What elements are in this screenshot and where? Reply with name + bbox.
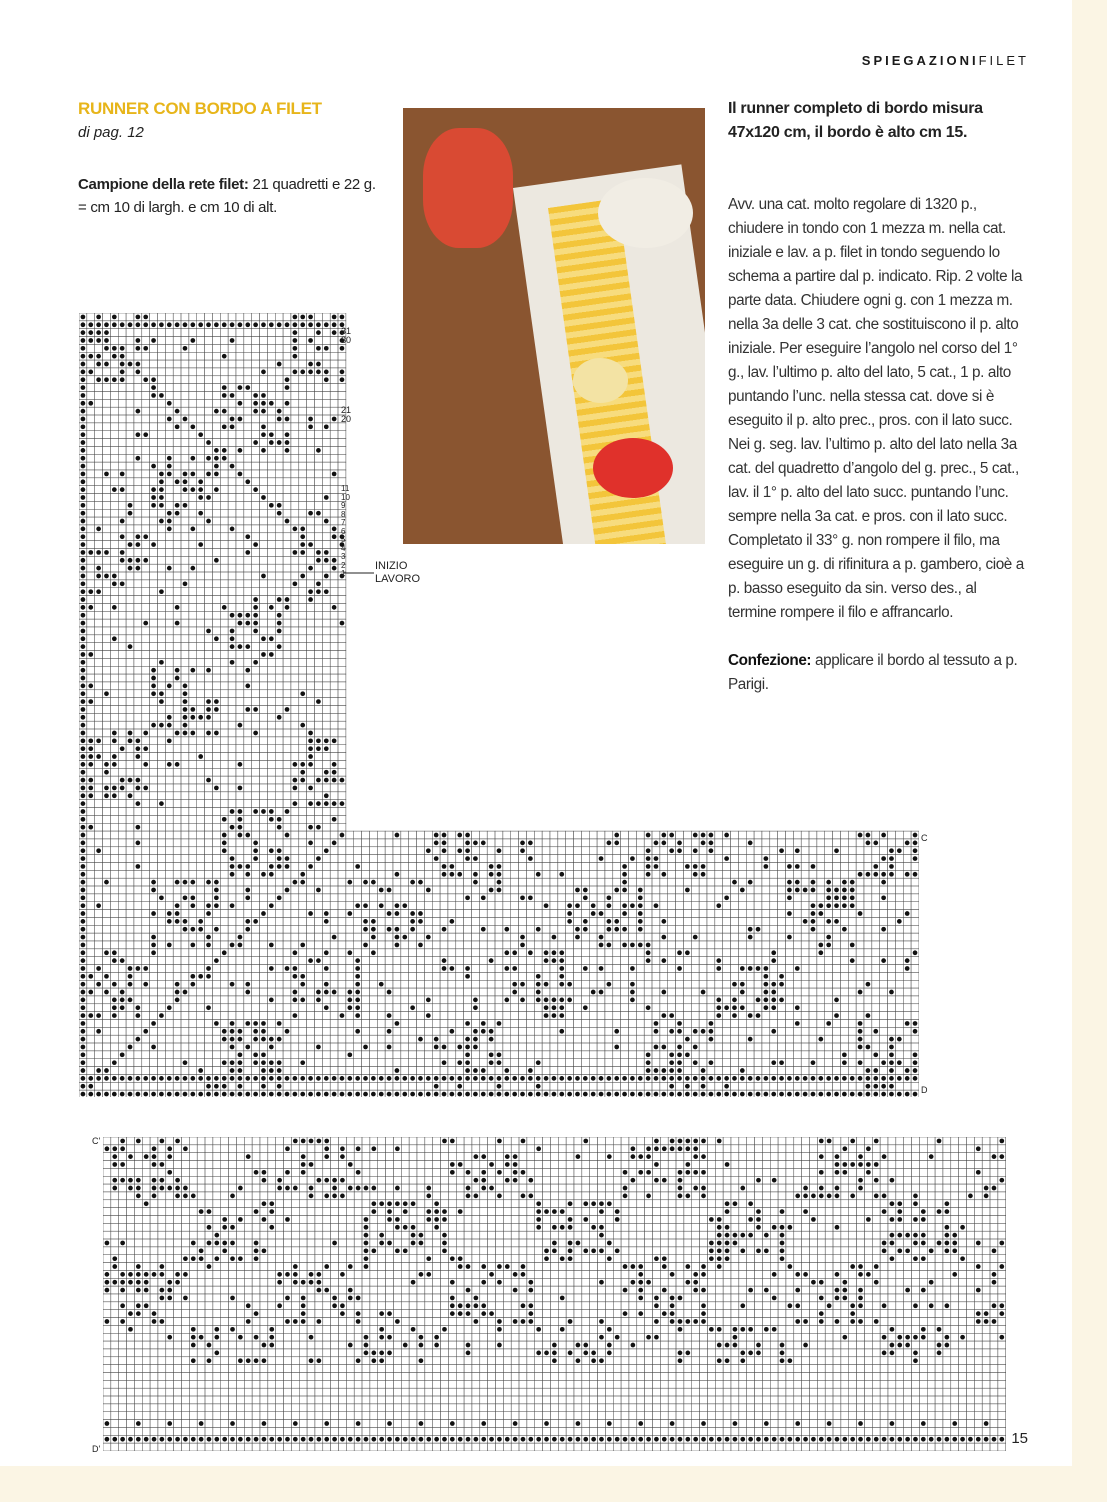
row-label-8: 8 — [341, 509, 346, 519]
row-label-7: 7 — [341, 518, 346, 527]
page-number: 15 — [1011, 1430, 1028, 1447]
row-label-5: 5 — [341, 535, 346, 544]
row-label-6: 6 — [341, 526, 346, 536]
label-d: D — [921, 1085, 928, 1095]
article-title: RUNNER CON BORDO A FILET — [78, 99, 322, 118]
row-label-4: 4 — [341, 543, 346, 553]
flowers-shape — [423, 128, 513, 248]
border-filet-chart — [103, 1137, 1007, 1451]
gauge-paragraph: Campione della rete filet: 21 quadretti e 22 g. = cm 10 di largh. e cm 10 di alt. — [78, 176, 376, 216]
row-label-30: 30 — [341, 335, 352, 345]
row-label-1: 1 — [341, 569, 346, 578]
finishing-paragraph: Confezione: applicare il bordo al tessuto a p. Parigi. — [728, 652, 1018, 693]
label-c: C — [921, 833, 928, 843]
row-label-31: 31 — [341, 326, 352, 336]
row-label-9: 9 — [341, 501, 346, 510]
start-pointer-line — [344, 571, 376, 575]
instructions-paragraph: Avv. una cat. molto regolare di 1320 p., chiudere in tondo con 1 mezza m. nella cat. iniziale e lav. a p. filet in tondo seguendo lo schema a partire dal p. indicato. Rip. 2 volte la parte data. Chiudere ogni g. con 1 mezza m. nella 3a delle 3 cat. che sostituiscono il p. alto iniziale. Per eseguire l’angolo nel corso del 1° g., lav. l’ultimo p. alto del lato, 5 cat., 1 p. alto puntando l’unc. nella stessa cat. dove si è eseguito il p. alto prec., pros. con il lato succ. Nei g. seg. lav. l’ultimo p. alto del lato nella 3a cat. del quadretto d’angolo del g. prec., 5 cat., lav. il 1° p. alto del lato succ. puntando l’unc. sempre nella 3a cat. e pros. con il lato succ. Completato il 33° g. non rompere il filo, ma eseguire un g. di rifinitura a p. gambero, cioè a p. basso eseguito da sin. verso des., al termine rompere il filo e affrancarlo. — [728, 196, 1024, 621]
row-label-21: 21 — [341, 405, 352, 415]
corner-filet-chart — [79, 313, 919, 1097]
intro-paragraph: Il runner completo di bordo misura 47x120 cm, il bordo è alto cm 15. — [728, 100, 983, 141]
teapot-shape — [598, 178, 693, 248]
row-label-2: 2 — [341, 560, 346, 570]
row-label-20: 20 — [341, 414, 352, 424]
article-subtitle: di pag. 12 — [78, 124, 144, 141]
row-label-10: 10 — [341, 492, 350, 502]
row-label-11: 11 — [341, 484, 350, 493]
row-label-3: 3 — [341, 552, 346, 561]
start-label-2: LAVORO — [375, 573, 421, 585]
section-header: SPIEGAZIONIFILET — [861, 53, 1029, 68]
label-d-prime: D' — [92, 1444, 101, 1454]
label-c-prime: C' — [92, 1136, 101, 1146]
start-label-1: INIZIO — [375, 560, 408, 572]
